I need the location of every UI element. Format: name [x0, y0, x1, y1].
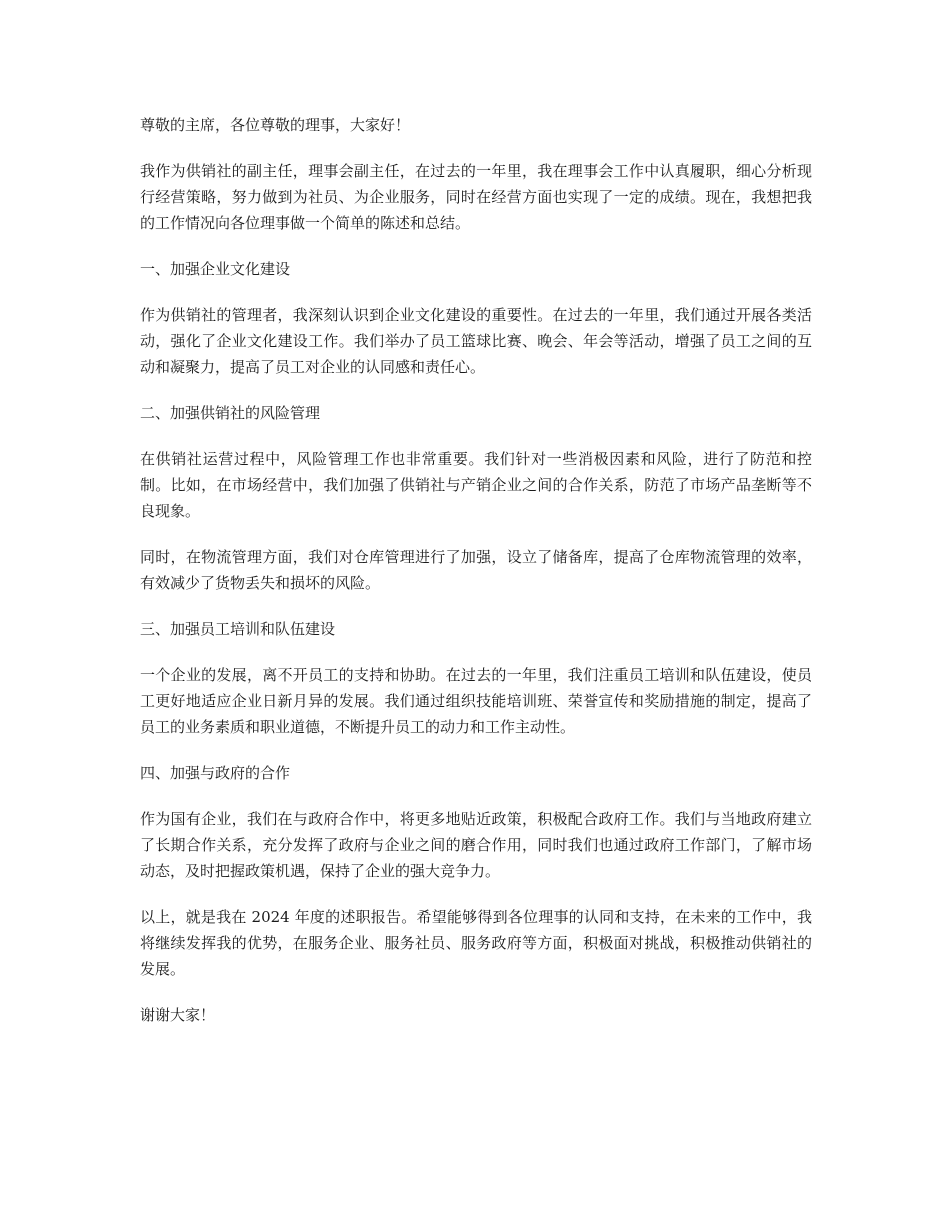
greeting-paragraph: 尊敬的主席，各位尊敬的理事，大家好！ — [140, 116, 411, 134]
section-1-paragraph: 作为供销社的管理者，我深刻认识到企业文化建设的重要性。在过去的一年里，我们通过开展各类活动，强化了企业文化建设工作。我们举办了员工篮球比赛、晚会、年会等活动，增强了员工之间的互动和凝聚力，提高了员工对企业的认同感和责任心。 — [140, 306, 812, 376]
section-heading-4: 四、加强与政府的合作 — [140, 764, 291, 782]
section-4-paragraph: 作为国有企业，我们在与政府合作中，将更多地贴近政策，积极配合政府工作。我们与当地政府建立了长期合作关系，充分发挥了政府与企业之间的磨合作用，同时我们也通过政府工作部门，了解市场动态，及时把握政策机遇，保持了企业的强大竞争力。 — [140, 810, 812, 880]
section-heading-2: 二、加强供销社的风险管理 — [140, 404, 321, 422]
section-3-paragraph: 一个企业的发展，离不开员工的支持和协助。在过去的一年里，我们注重员工培训和队伍建设，使员工更好地适应企业日新月异的发展。我们通过组织技能培训班、荣誉宣传和奖励措施的制定，提高了员工的业务素质和职业道德，不断提升员工的动力和工作主动性。 — [140, 666, 812, 736]
section-2-paragraph-2: 同时，在物流管理方面，我们对仓库管理进行了加强，设立了储备库，提高了仓库物流管理的效率，有效减少了货物丢失和损坏的风险。 — [140, 548, 812, 592]
closing-line: 谢谢大家！ — [140, 1006, 216, 1024]
section-2-paragraph-1: 在供销社运营过程中，风险管理工作也非常重要。我们针对一些消极因素和风险，进行了防范和控制。比如，在市场经营中，我们加强了供销社与产销企业之间的合作关系，防范了市场产品垄断等不良现象。 — [140, 450, 812, 520]
section-heading-3: 三、加强员工培训和队伍建设 — [140, 620, 336, 638]
intro-paragraph: 我作为供销社的副主任，理事会副主任，在过去的一年里，我在理事会工作中认真履职，细心分析现行经营策略，努力做到为社员、为企业服务，同时在经营方面也实现了一定的成绩。现在，我想把我的工作情况向各位理事做一个简单的陈述和总结。 — [140, 162, 812, 232]
conclusion-paragraph: 以上，就是我在 2024 年度的述职报告。希望能够得到各位理事的认同和支持，在未来的工作中，我将继续发挥我的优势，在服务企业、服务社员、服务政府等方面，积极面对挑战，积极推动供销社的发展。 — [140, 908, 812, 978]
document-body — [140, 112, 812, 1048]
section-heading-1: 一、加强企业文化建设 — [140, 260, 291, 278]
